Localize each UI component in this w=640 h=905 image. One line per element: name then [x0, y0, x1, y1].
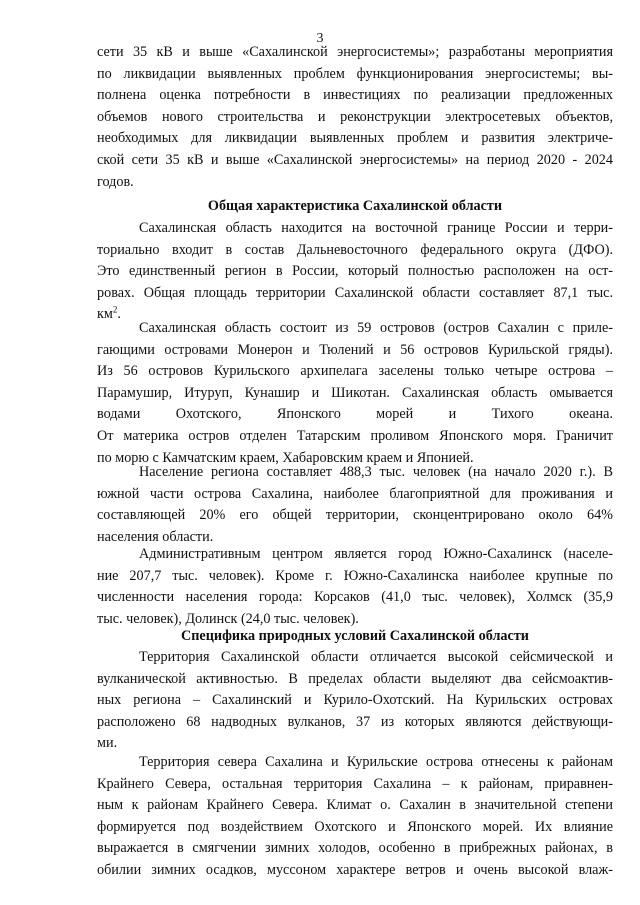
text-line: расположено 68 надводных вулканов, 37 из которых являются действующи- — [97, 713, 613, 730]
text-line: выражается в смягчении зимних холодов, особенно в прибрежных районах, в — [97, 840, 613, 857]
text-line: населения области. — [97, 528, 214, 545]
text-line: Крайнего Севера, остальная территория Сахалина – к районам, приравнен- — [97, 775, 613, 792]
text-line: тыс. человек), Долинск (24,0 тыс. человек). — [97, 610, 359, 627]
text-line: ние 207,7 тыс. человек). Кроме г. Южно-Сахалинска наиболее крупные по — [97, 567, 613, 584]
text-line: вулканической активностью. В пределах области выделяют два сейсмоактив- — [97, 670, 613, 687]
paragraph-climate — [97, 752, 613, 882]
page-number: 3 — [316, 31, 324, 46]
unit-base: км — [97, 306, 113, 323]
text-line: Территория севера Сахалина и Курильские острова отнесены к районам — [139, 754, 613, 770]
text-line: Территория Сахалинской области отличается высокой сейсмической и — [139, 649, 613, 665]
text-line: От материка остров отделен Татарским проливом Японского моря. Граничит — [97, 427, 613, 444]
text-line: по ликвидации выявленных проблем функционирования энергосистемы; вы- — [97, 65, 613, 82]
text-line: составляющей 20% его общей территории, сконцентрировано около 64% — [97, 507, 613, 524]
text-line: ской сети 35 кВ и выше «Сахалинской энергосистемы» на период 2020 - 2024 — [97, 151, 613, 168]
unit-exponent: 2 — [112, 304, 118, 315]
text-line: Парамушир, Итуруп, Кунашир и Шикотан. Сахалинская область омывается — [97, 384, 613, 401]
text-line: Из 56 островов Курильского архипелага заселены только четыре острова – — [97, 363, 613, 380]
unit-end: . — [117, 306, 121, 323]
text-line: Сахалинская область состоит из 59 островов (остров Сахалин с приле- — [139, 320, 613, 336]
text-line: годов. — [97, 173, 134, 190]
text-line: Население региона составляет 488,3 тыс. человек (на начало 2020 г.). В — [139, 464, 613, 480]
text-line: сети 35 кВ и выше «Сахалинской энергосистемы»; разработаны мероприятия — [97, 44, 613, 60]
text-line: формируется под воздействием Охотского и Японского морей. Их влияние — [97, 818, 613, 835]
paragraph-location — [97, 218, 613, 326]
text-line: ми. — [97, 735, 118, 752]
section-heading-nature: Специфика природных условий Сахалинской области — [181, 628, 529, 644]
text-line: необходимых для ликвидации выявленных проблем и развития электриче- — [97, 130, 613, 147]
text-line: полнена оценка потребности в инвестициях по реализации предложенных — [97, 87, 613, 104]
text-line: обилии зимних осадков, муссоном характере ветров и очень высокой влаж- — [97, 861, 613, 878]
text-line: ровах. Общая площадь территории Сахалинской области составляет 87,1 тыс. — [97, 284, 613, 301]
text-line: объемов нового строительства и реконструкции электросетевых объектов, — [97, 108, 613, 125]
paragraph-islands — [97, 318, 613, 469]
text-line: гающими островами Монерон и Тюлений и 56 островов Курильской гряды). — [97, 341, 613, 358]
text-line: ным к районам Крайнего Севера. Климат о. Сахалин в значительной степени — [97, 797, 613, 814]
section-heading-general: Общая характеристика Сахалинской области — [207, 198, 503, 214]
text-line: ных региона – Сахалинский и Курило-Охотский. На Курильских островах — [97, 692, 613, 709]
paragraph-population — [97, 462, 613, 548]
text-line: Сахалинская область находится на восточной границе России и терри- — [139, 220, 613, 236]
text-line: по морю с Камчатским краем, Хабаровским краем и Японией. — [97, 449, 474, 466]
intro-paragraph — [97, 42, 613, 193]
text-line: водами Охотского, Японского морей и Тихого океана. — [97, 406, 613, 423]
text-line: южной части острова Сахалина, наиболее благоприятной для проживания и — [97, 485, 613, 502]
text-line: ториально входит в состав Дальневосточного федерального округа (ДФО). — [97, 241, 613, 258]
text-line: Это единственный регион в России, который полностью расположен на ост- — [97, 263, 613, 280]
text-line: Административным центром является город Южно-Сахалинск (населе- — [139, 546, 613, 562]
text-line: численности населения города: Корсаков (41,0 тыс. человек), Холмск (35,9 — [97, 589, 613, 606]
paragraph-seismic — [97, 647, 613, 755]
paragraph-cities — [97, 544, 613, 630]
